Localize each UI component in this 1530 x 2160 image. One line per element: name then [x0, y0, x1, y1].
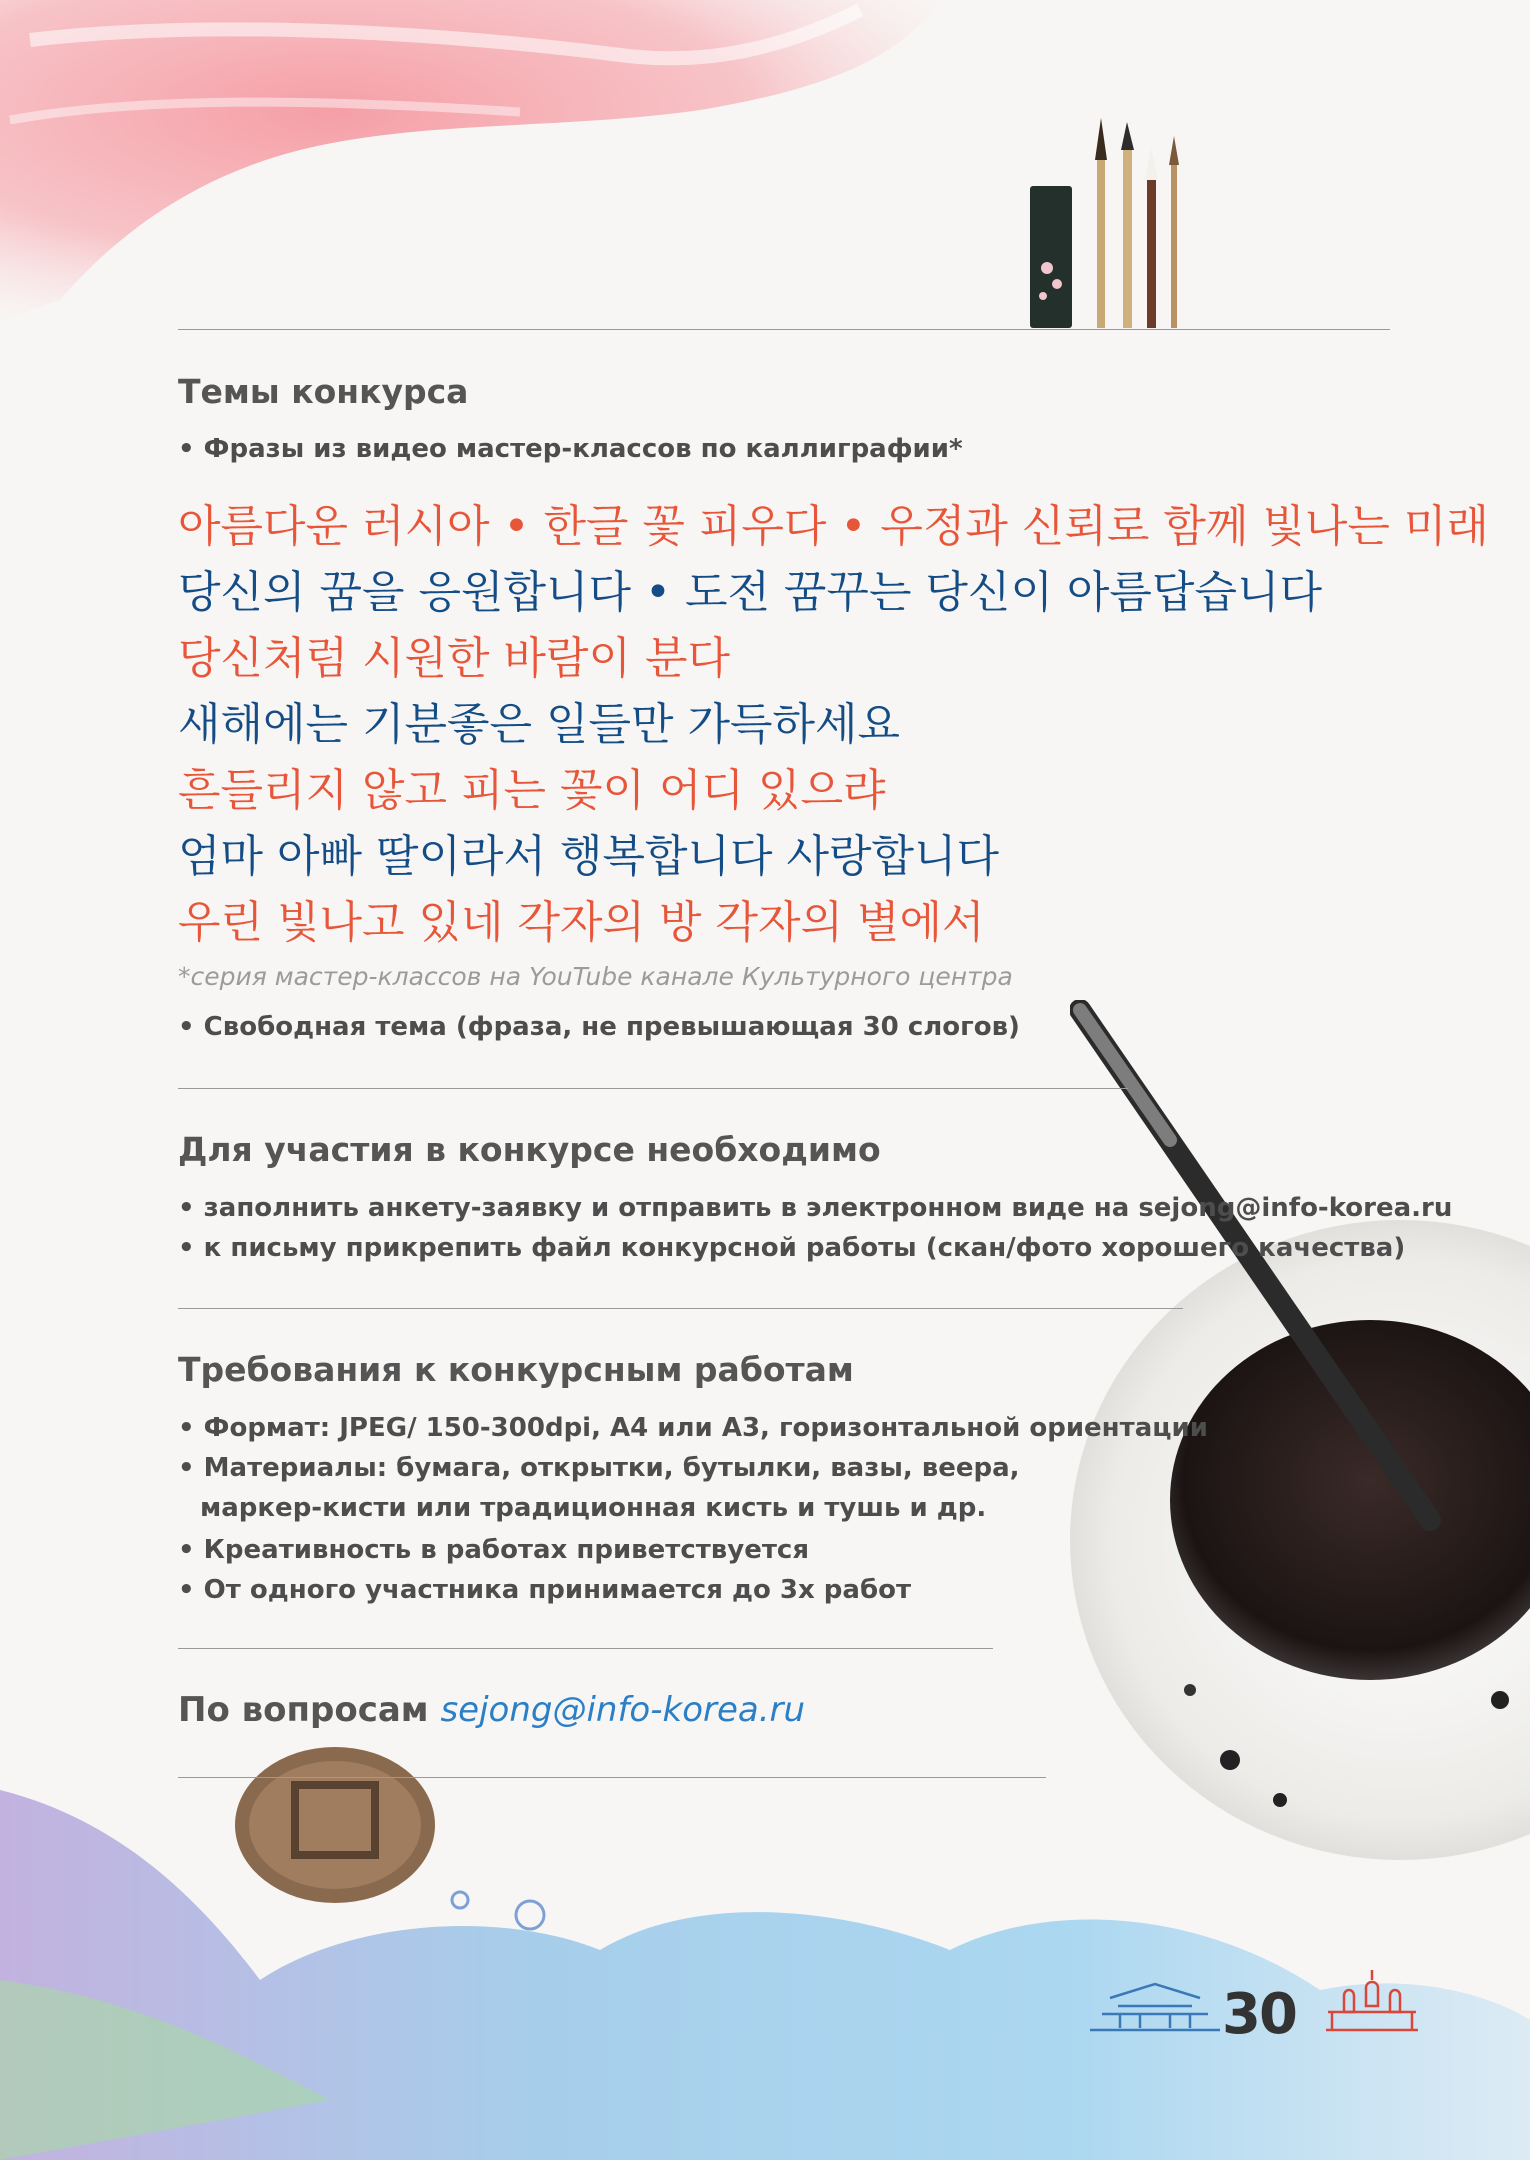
requirement-item-1: • Формат: JPEG/ 150-300dpi, А4 или А3, горизонтальной ориентации [178, 1413, 1208, 1443]
contact-line [178, 1690, 805, 1730]
themes-subtitle: • Фразы из видео мастер-классов по каллиграфии* [178, 434, 963, 464]
korean-phrase-4: 새해에는 기분좋은 일들만 가득하세요 [178, 699, 901, 750]
korean-phrase-7: 우린 빛나고 있네 각자의 방 각자의 별에서 [178, 897, 985, 948]
kremlin-cathedral-icon [1322, 1966, 1422, 2034]
korean-phrase-3: 당신처럼 시원한 바람이 분다 [178, 633, 731, 684]
participation-item-2: • к письму прикрепить файл конкурсной работы (скан/фото хорошего качества) [178, 1233, 1406, 1263]
divider-2 [178, 1308, 1183, 1309]
pink-brush-stroke-decoration [0, 0, 950, 330]
contact-email-link[interactable]: sejong@info-korea.ru [440, 1690, 806, 1730]
section-title-participation: Для участия в конкурсе необходимо [178, 1130, 881, 1169]
participation-item-1: • заполнить анкету-заявку и отправить в электронном виде на sejong@info-korea.ru [178, 1193, 1453, 1223]
watercolor-wash-decoration [0, 1760, 1530, 2160]
brushes-illustration [1025, 118, 1205, 328]
divider-1 [178, 1088, 1128, 1089]
divider-top [178, 329, 1390, 330]
section-title-themes: Темы конкурса [178, 372, 469, 411]
divider-4 [178, 1777, 1046, 1778]
section-title-requirements: Требования к конкурсным работам [178, 1350, 854, 1389]
free-theme-item: • Свободная тема (фраза, не превышающая 30 слогов) [178, 1012, 1020, 1042]
korean-phrase-1: 아름다운 러시아 • 한글 꽃 피우다 • 우정과 신뢰로 함께 빛나는 미래 [178, 501, 1489, 552]
youtube-note: *серия мастер-классов на YouTube канале Культурного центра [178, 962, 1013, 991]
contact-label: По вопросам [178, 1690, 429, 1730]
requirement-item-4: • От одного участника принимается до 3х работ [178, 1575, 912, 1605]
requirement-item-2-cont: маркер-кисти или традиционная кисть и тушь и др. [200, 1493, 987, 1523]
divider-3 [178, 1648, 993, 1649]
korean-phrase-5: 흔들리지 않고 피는 꽃이 어디 있으랴 [178, 765, 886, 816]
korean-palace-icon [1090, 1980, 1220, 2032]
requirement-item-3: • Креативность в работах приветствуется [178, 1535, 810, 1565]
page-number: 30 [1222, 1982, 1296, 2047]
korean-phrase-2: 당신의 꿈을 응원합니다 • 도전 꿈꾸는 당신이 아름답습니다 [178, 567, 1322, 618]
requirement-item-2: • Материалы: бумага, открытки, бутылки, вазы, веера, [178, 1453, 1020, 1483]
korean-phrase-6: 엄마 아빠 딸이라서 행복합니다 사랑합니다 [178, 831, 1000, 882]
